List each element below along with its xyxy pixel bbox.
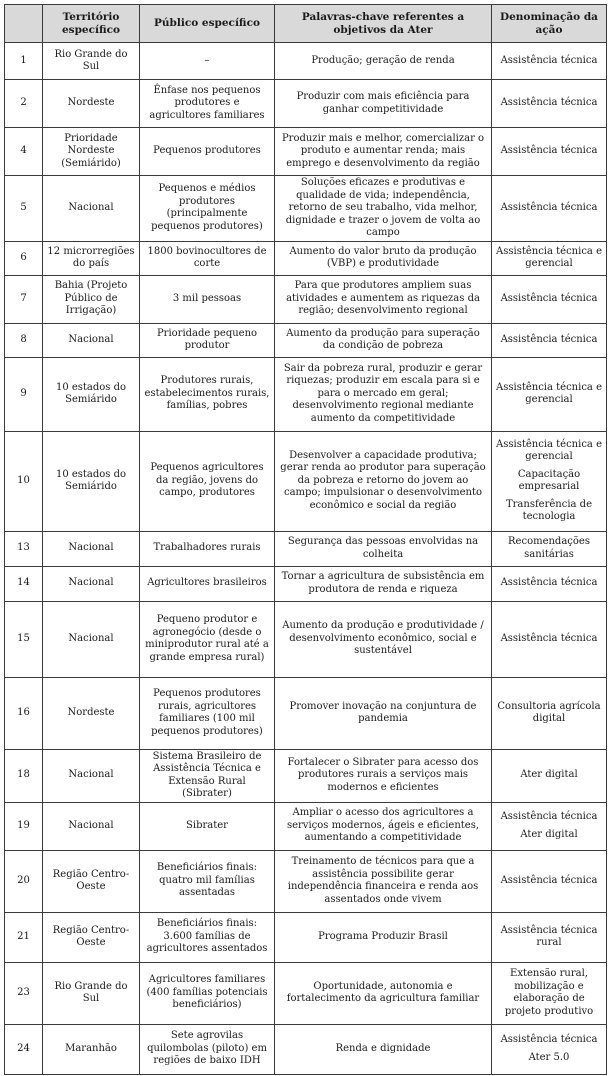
denominacao-item: Consultoria agrícola digital <box>497 700 601 724</box>
palavras-chave-cell: Aumento do valor bruto da produção (VBP) e produtividade <box>275 241 492 275</box>
palavras-chave-cell: Aumento da produção e produtividade / desenvolvimento econômico, social e sustentável <box>275 601 492 677</box>
territorio-cell: Nacional <box>43 566 140 601</box>
denominacao-item: Assistência técnica <box>500 54 598 66</box>
table-row <box>5 43 607 80</box>
territorio-cell: Nacional <box>43 323 140 357</box>
territorio-cell: Prioridade Nordeste (Semiárido) <box>43 128 140 176</box>
palavras-chave-cell: Fortalecer o Sibrater para acesso dos produtores rurais a serviços mais modernos e eficientes <box>275 749 492 802</box>
publico-cell: 3 mil pessoas <box>140 275 275 323</box>
denominacao-cell <box>492 357 607 431</box>
publico-cell: Ênfase nos pequenos produtores e agricultores familiares <box>140 80 275 128</box>
header-territorio: Território específico <box>43 5 140 43</box>
denominacao-item: Capacitação empresarial <box>517 468 581 492</box>
palavras-chave-cell: Tornar a agricultura de subsistência em produtora de renda e riqueza <box>275 566 492 601</box>
header-palavras-chave: Palavras-chave referentes a objetivos da Ater <box>275 5 492 43</box>
row-number: 16 <box>5 677 43 749</box>
row-number: 15 <box>5 601 43 677</box>
territorio-cell: Maranhão <box>43 1024 140 1074</box>
row-number: 18 <box>5 749 43 802</box>
row-number: 21 <box>5 912 43 962</box>
denominacao-cell <box>492 128 607 176</box>
territorio-cell: Nacional <box>43 176 140 242</box>
table-row <box>5 357 607 431</box>
denominacao-item: Transferência de tecnologia <box>505 498 592 522</box>
publico-cell: Pequenos produtores rurais, agricultores familiares (100 mil pequenos produtores) <box>140 677 275 749</box>
denominacao-item: Assistência técnica <box>500 874 598 886</box>
territorio-cell: Nacional <box>43 749 140 802</box>
denominacao-cell <box>492 677 607 749</box>
denominacao-cell <box>492 431 607 531</box>
denominacao-item: Ater 5.0 <box>528 1051 570 1063</box>
row-number: 4 <box>5 128 43 176</box>
publico-cell: Prioridade pequeno produtor <box>140 323 275 357</box>
denominacao-item: Assistência técnica <box>500 811 598 822</box>
denominacao-item: Assistência técnica <box>500 202 598 213</box>
row-number: 13 <box>5 531 43 566</box>
publico-cell: Beneficiários finais: quatro mil famílias assentadas <box>140 850 275 912</box>
table-row <box>5 802 607 850</box>
denominacao-item: Assistência técnica <box>500 577 598 589</box>
row-number: 24 <box>5 1024 43 1074</box>
actions-table <box>4 4 607 1075</box>
table-row <box>5 128 607 176</box>
denominacao-item: Assistência técnica e gerencial <box>496 381 602 405</box>
table-row <box>5 1024 607 1074</box>
header-publico: Público específico <box>140 5 275 43</box>
palavras-chave-cell: Treinamento de técnicos para que a assistência possibilite gerar independência financeira e renda aos assentados onde vivem <box>275 850 492 912</box>
denominacao-cell <box>492 176 607 242</box>
publico-cell: Sete agrovilas quilombolas (piloto) em regiões de baixo IDH <box>140 1024 275 1074</box>
palavras-chave-cell: Soluções eficazes e produtivas e qualidade de vida; independência, retorno de seu trabalho, vida melhor, dignidade e trazer o jovem de volta ao campo <box>275 176 492 242</box>
table-row <box>5 850 607 912</box>
denominacao-cell <box>492 531 607 566</box>
denominacao-cell <box>492 802 607 850</box>
row-number: 7 <box>5 275 43 323</box>
territorio-cell: Rio Grande do Sul <box>43 962 140 1024</box>
table-row <box>5 275 607 323</box>
denominacao-cell <box>492 275 607 323</box>
denominacao-cell <box>492 566 607 601</box>
publico-cell: Beneficiários finais: 3.600 famílias de agricultores assentados <box>140 912 275 962</box>
palavras-chave-cell: Para que produtores ampliem suas atividades e aumentem as riquezas da região; desenvolvimento regional <box>275 275 492 323</box>
row-number: 8 <box>5 323 43 357</box>
territorio-cell: Região Centro-Oeste <box>43 850 140 912</box>
denominacao-cell <box>492 323 607 357</box>
denominacao-cell <box>492 601 607 677</box>
denominacao-cell <box>492 749 607 802</box>
denominacao-cell <box>492 850 607 912</box>
denominacao-cell <box>492 80 607 128</box>
denominacao-item: Ater digital <box>520 828 578 840</box>
palavras-chave-cell: Segurança das pessoas envolvidas na colheita <box>275 531 492 566</box>
publico-cell: Sistema Brasileiro de Assistência Técnica e Extensão Rural (Sibrater) <box>140 749 275 802</box>
row-number: 10 <box>5 431 43 531</box>
denominacao-item: Assistência técnica <box>500 97 598 109</box>
palavras-chave-cell: Produzir com mais eficiência para ganhar competitividade <box>275 80 492 128</box>
denominacao-item: Extensão rural, mobilização e elaboração de projeto produtivo <box>504 968 594 1017</box>
header-denominacao: Denominação da ação <box>492 5 607 43</box>
territorio-cell: Nordeste <box>43 677 140 749</box>
denominacao-item: Assistência técnica rural <box>500 924 598 948</box>
territorio-cell: Região Centro-Oeste <box>43 912 140 962</box>
row-number: 20 <box>5 850 43 912</box>
territorio-cell: Nacional <box>43 802 140 850</box>
palavras-chave-cell: Desenvolver a capacidade produtiva; gerar renda ao produtor para superação da pobreza e retorno do jovem ao campo; impulsionar o desenvolvimento econômico e social da região <box>275 431 492 531</box>
row-number: 19 <box>5 802 43 850</box>
palavras-chave-cell: Programa Produzir Brasil <box>275 912 492 962</box>
territorio-cell: Nordeste <box>43 80 140 128</box>
denominacao-item: Assistência técnica e gerencial <box>496 438 602 462</box>
table-row <box>5 912 607 962</box>
denominacao-item: Ater digital <box>520 769 578 781</box>
table-header-row <box>5 5 607 43</box>
table-row <box>5 80 607 128</box>
palavras-chave-cell: Oportunidade, autonomia e fortalecimento da agricultura familiar <box>275 962 492 1024</box>
row-number: 2 <box>5 80 43 128</box>
palavras-chave-cell: Sair da pobreza rural, produzir e gerar riquezas; produzir em escala para si e para o mercado em geral; desenvolvimento regional mediante aumento da competitividade <box>275 357 492 431</box>
publico-cell: – <box>140 43 275 80</box>
palavras-chave-cell: Aumento da produção para superação da condição de pobreza <box>275 323 492 357</box>
denominacao-item: Assistência técnica <box>500 145 598 157</box>
denominacao-item: Assistência técnica e gerencial <box>496 245 602 269</box>
territorio-cell: Nacional <box>43 601 140 677</box>
publico-cell: Trabalhadores rurais <box>140 531 275 566</box>
table-row <box>5 566 607 601</box>
denominacao-cell <box>492 962 607 1024</box>
row-number: 1 <box>5 43 43 80</box>
table-row <box>5 241 607 275</box>
denominacao-cell <box>492 912 607 962</box>
table-row <box>5 531 607 566</box>
denominacao-item: Assistência técnica <box>500 1034 598 1045</box>
denominacao-item: Recomendações sanitárias <box>508 536 590 560</box>
row-number: 23 <box>5 962 43 1024</box>
table-row <box>5 601 607 677</box>
territorio-cell: 12 microrregiões do país <box>43 241 140 275</box>
publico-cell: Sibrater <box>140 802 275 850</box>
publico-cell: 1800 bovinocultores de corte <box>140 241 275 275</box>
publico-cell: Pequenos e médios produtores (principalmente pequenos produtores) <box>140 176 275 242</box>
table-row <box>5 677 607 749</box>
table-row <box>5 176 607 242</box>
header-number <box>5 5 43 43</box>
territorio-cell: Bahia (Projeto Público de Irrigação) <box>43 275 140 323</box>
palavras-chave-cell: Renda e dignidade <box>275 1024 492 1074</box>
row-number: 5 <box>5 176 43 242</box>
publico-cell: Pequeno produtor e agronegócio (desde o miniprodutor rural até a grande empresa rural) <box>140 601 275 677</box>
territorio-cell: 10 estados do Semiárido <box>43 431 140 531</box>
denominacao-cell <box>492 1024 607 1074</box>
table-body <box>5 43 607 1075</box>
palavras-chave-cell: Promover inovação na conjuntura de pandemia <box>275 677 492 749</box>
palavras-chave-cell: Produzir mais e melhor, comercializar o produto e aumentar renda; mais emprego e desenvolvimento da região <box>275 128 492 176</box>
publico-cell: Produtores rurais, estabelecimentos rurais, famílias, pobres <box>140 357 275 431</box>
table-row <box>5 431 607 531</box>
territorio-cell: Rio Grande do Sul <box>43 43 140 80</box>
publico-cell: Agricultores familiares (400 famílias potenciais beneficiários) <box>140 962 275 1024</box>
row-number: 6 <box>5 241 43 275</box>
denominacao-cell <box>492 241 607 275</box>
publico-cell: Pequenos produtores <box>140 128 275 176</box>
territorio-cell: Nacional <box>43 531 140 566</box>
denominacao-cell <box>492 43 607 80</box>
territorio-cell: 10 estados do Semiárido <box>43 357 140 431</box>
table-row <box>5 962 607 1024</box>
publico-cell: Pequenos agricultores da região, jovens do campo, produtores <box>140 431 275 531</box>
denominacao-item: Assistência técnica <box>500 292 598 304</box>
table-row <box>5 749 607 802</box>
publico-cell: Agricultores brasileiros <box>140 566 275 601</box>
denominacao-item: Assistência técnica <box>500 333 598 345</box>
row-number: 9 <box>5 357 43 431</box>
palavras-chave-cell: Ampliar o acesso dos agricultores a serviços modernos, ágeis e eficientes, aumentando a competitividade <box>275 802 492 850</box>
denominacao-item: Assistência técnica <box>500 632 598 644</box>
palavras-chave-cell: Produção; geração de renda <box>275 43 492 80</box>
table-row <box>5 323 607 357</box>
row-number: 14 <box>5 566 43 601</box>
